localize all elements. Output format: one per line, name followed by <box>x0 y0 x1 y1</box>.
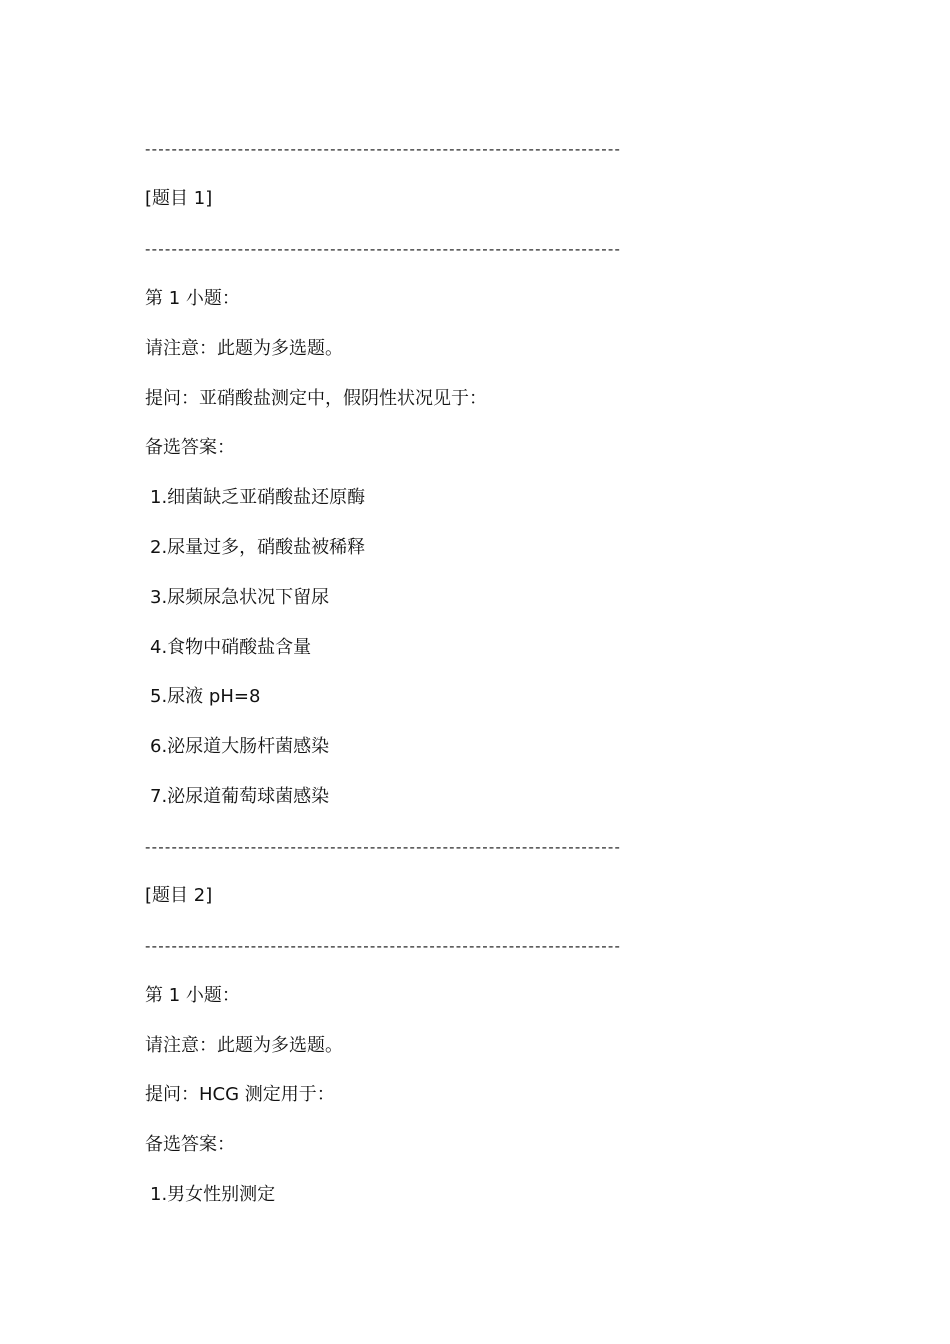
divider-line: ------------------------------------------------------------------------ <box>145 937 622 955</box>
question-2-note: 请注意：此题为多选题。 <box>145 1035 343 1056</box>
question-1-heading: [题目 1] <box>145 188 213 209</box>
question-1-option: 5.尿液 pH=8 <box>150 686 261 707</box>
question-2-prompt: 提问：HCG 测定用于： <box>145 1084 335 1105</box>
divider-line: ------------------------------------------------------------------------ <box>145 140 622 158</box>
divider-line: ------------------------------------------------------------------------ <box>145 838 622 856</box>
divider-line: ------------------------------------------------------------------------ <box>145 240 622 258</box>
question-2-heading: [题目 2] <box>145 885 213 906</box>
question-2-subquestion: 第 1 小题： <box>145 985 240 1006</box>
question-1-option: 2.尿量过多，硝酸盐被稀释 <box>150 537 366 558</box>
question-1-option: 6.泌尿道大肠杆菌感染 <box>150 736 330 757</box>
question-1-note: 请注意：此题为多选题。 <box>145 338 343 359</box>
question-1-option: 3.尿频尿急状况下留尿 <box>150 587 330 608</box>
question-1-subquestion: 第 1 小题： <box>145 288 240 309</box>
question-1-options-label: 备选答案： <box>145 437 235 458</box>
question-1-option: 1.细菌缺乏亚硝酸盐还原酶 <box>150 487 366 508</box>
question-1-option: 7.泌尿道葡萄球菌感染 <box>150 786 330 807</box>
question-2-options-label: 备选答案： <box>145 1134 235 1155</box>
question-2-option: 1.男女性别测定 <box>150 1184 276 1205</box>
question-1-option: 4.食物中硝酸盐含量 <box>150 637 312 658</box>
question-1-prompt: 提问：亚硝酸盐测定中，假阴性状况见于： <box>145 388 487 409</box>
